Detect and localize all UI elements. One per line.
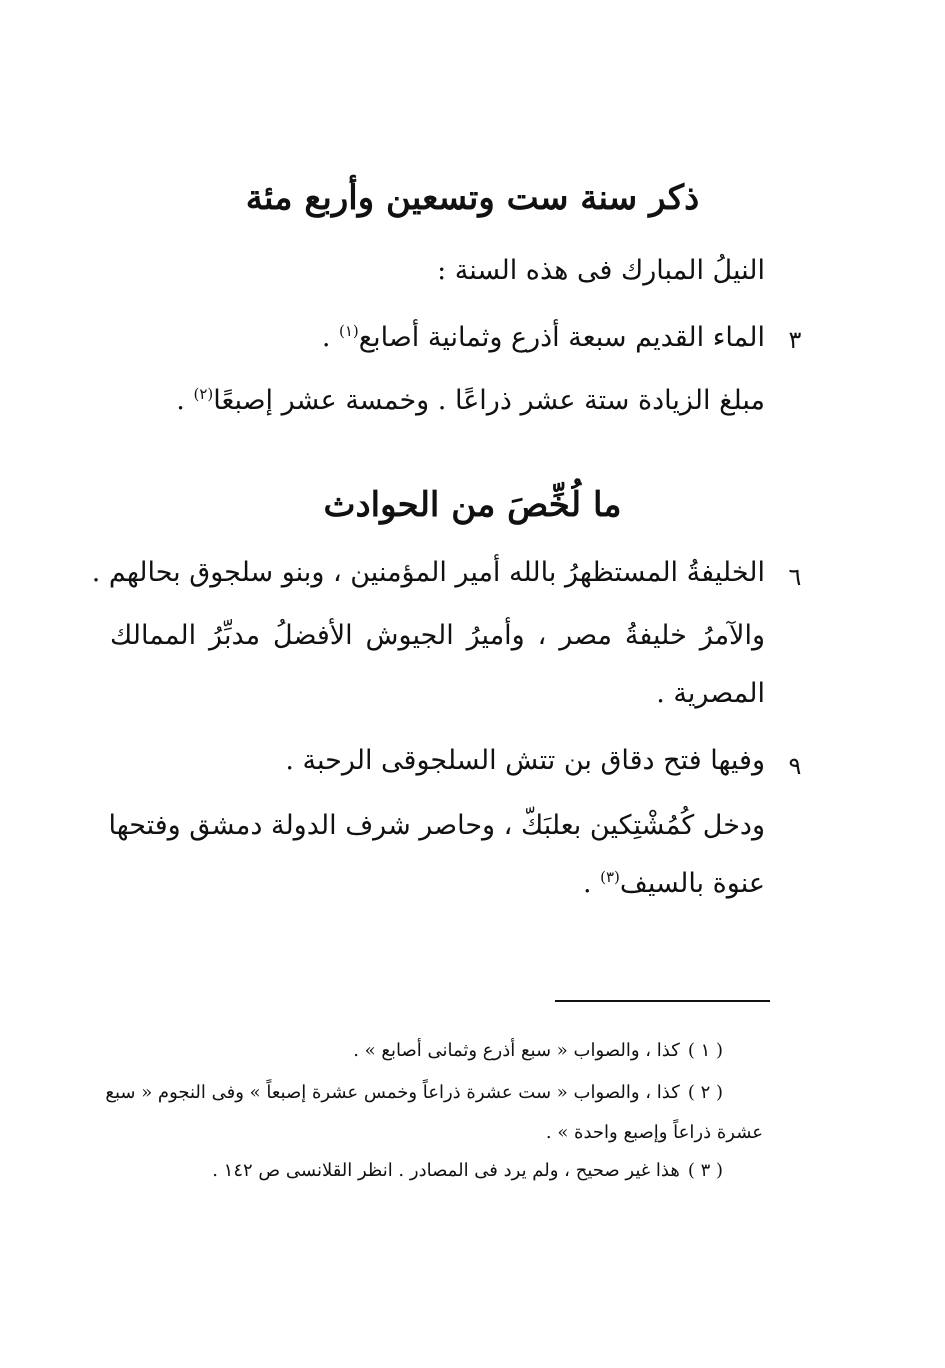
amir-line-1: والآمرُ خليفةُ مصر ، وأميرُ الجيوش الأفضلُ مدبِّرُ الممالك: [110, 620, 765, 651]
increase-line: مبلغ الزيادة ستة عشر ذراعًا . وخمسة عشر إصبعًا$^{(٢)}$ .: [176, 385, 765, 416]
baalbek-text-2: عنوة بالسيف: [619, 868, 765, 899]
nile-intro: النيلُ المبارك فى هذه السنة :: [437, 255, 765, 286]
footnote-2-number: ( ٢ ): [687, 1082, 723, 1103]
rahba-line: وفيها فتح دقاق بن تتش السلجوقى الرحبة .: [285, 745, 765, 776]
section-heading-year: ذكر سنة ست وتسعين وأربع مئة: [245, 178, 700, 218]
footnote-1-number: ( ١ ): [687, 1040, 723, 1061]
footnote-ref-1: (١): [338, 322, 359, 340]
line-number-9: ٩: [788, 752, 802, 780]
increase-text: مبلغ الزيادة ستة عشر ذراعًا . وخمسة عشر إصبعًا: [213, 385, 765, 416]
old-water-text: الماء القديم سبعة أذرع وثمانية أصابع: [358, 322, 765, 353]
footnote-divider: [555, 1000, 770, 1002]
footnote-2: [105, 1082, 723, 1103]
line-number-6: ٦: [788, 563, 802, 591]
footnote-ref-3: (٣): [600, 868, 620, 886]
footnote-1-text: كذا ، والصواب « سبع أذرع وثمانى أصابع » .: [353, 1040, 680, 1061]
footnote-ref-2: (٢): [193, 385, 214, 403]
old-water-line: الماء القديم سبعة أذرع وثمانية أصابع$^{(١)}$ .: [321, 322, 765, 353]
baalbek-line-1: ودخل كُمُشْتِكين بعلبَكّ ، وحاصر شرف الدولة دمشق وفتحها: [108, 810, 765, 841]
footnote-1: [353, 1040, 723, 1061]
footnote-2-text: كذا ، والصواب « ست عشرة ذراعاً وخمس عشرة إصبعاً » وفى النجوم « سبع: [105, 1082, 680, 1103]
line-number-3: ٣: [788, 326, 802, 354]
caliph-line: الخليفةُ المستظهرُ بالله أمير المؤمنين ، وبنو سلجوق بحالهم .: [91, 557, 765, 588]
footnote-2-continuation: عشرة ذراعاً وإصبع واحدة » .: [545, 1122, 763, 1143]
footnote-3: [212, 1160, 723, 1181]
amir-line-2: المصرية .: [656, 678, 765, 709]
baalbek-line-2: عنوة بالسيف$^{(٣)}$ .: [582, 868, 765, 899]
footnote-3-number: ( ٣ ): [687, 1160, 723, 1181]
footnote-3-text: هذا غير صحيح ، ولم يرد فى المصادر . انظر القلانسى ص ١٤٢ .: [212, 1160, 680, 1181]
section-heading-events: ما لُخِّصَ من الحوادث: [323, 485, 622, 525]
